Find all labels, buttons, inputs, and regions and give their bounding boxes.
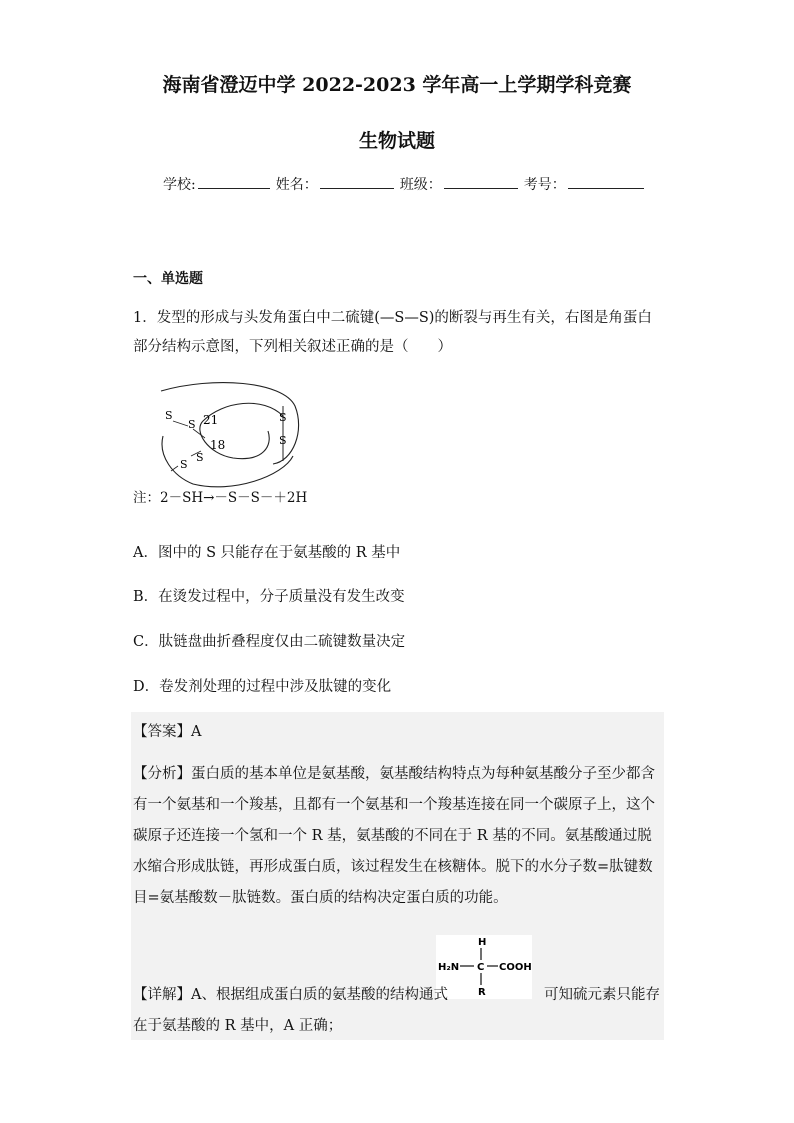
detail-text-after: 可知硫元素只能存在于氨基酸的 R 基中，A 正确； — [133, 987, 660, 1034]
school-label: 学校: — [163, 177, 196, 193]
residue-21-label: 21 — [203, 413, 219, 427]
sulfur-label-4: S — [180, 458, 188, 471]
outer-chain-path — [161, 383, 299, 487]
name-blank[interactable] — [320, 172, 394, 189]
residue-18-label: 18 — [210, 438, 226, 452]
exam-subtitle: 生物试题 — [358, 130, 435, 152]
school-blank[interactable] — [198, 172, 270, 189]
formula-top-h: H — [478, 937, 487, 948]
sulfur-label-1: S — [165, 409, 173, 422]
section-heading: 一、单选题 — [133, 271, 203, 287]
figure-note: 注：2－SH→－S－S－＋2H — [133, 490, 308, 506]
option-b[interactable]: B．在烫发过程中，分子质量没有发生改变 — [133, 589, 405, 605]
exam-title: 海南省澄迈中学 2022-2023 学年高一上学期学科竞赛 — [162, 74, 632, 96]
exam-number-label: 考号： — [523, 177, 566, 193]
option-d[interactable]: D．卷发剂处理的过程中涉及肽键的变化 — [133, 679, 392, 695]
question-number: 1． — [133, 310, 157, 326]
answer-line: 【答案】A — [133, 724, 202, 740]
sulfur-label-3: S — [196, 451, 204, 464]
detail-text-before: 【详解】A、根据组成蛋白质的氨基酸的结构通式 — [133, 987, 448, 1003]
question-stem: 发型的形成与头发角蛋白中二硫键(—S—S)的断裂与再生有关，右图是角蛋白部分结构示意图，下列相关叙述正确的是（ ） — [133, 310, 652, 355]
class-blank[interactable] — [444, 172, 518, 189]
formula-r-group: R — [478, 987, 486, 998]
sulfur-label-5: S — [279, 411, 287, 424]
sulfur-label-2: S — [188, 418, 196, 431]
student-info-row — [163, 172, 650, 194]
detail-paragraph — [133, 980, 663, 1042]
class-label: 班级： — [399, 177, 442, 193]
option-a[interactable]: A．图中的 S 只能存在于氨基酸的 R 基中 — [133, 545, 401, 561]
formula-carboxyl-group: COOH — [499, 962, 532, 973]
name-label: 姓名： — [275, 177, 318, 193]
sulfur-label-6: S — [279, 434, 287, 447]
option-c[interactable]: C．肽链盘曲折叠程度仅由二硫键数量决定 — [133, 634, 406, 650]
question-1-text — [133, 304, 663, 362]
formula-amino-group: H₂N — [438, 962, 460, 973]
analysis-paragraph: 【分析】蛋白质的基本单位是氨基酸，氨基酸结构特点为每种氨基酸分子至少都含有一个氨基和一个羧基，且都有一个氨基和一个羧基连接在同一个碳原子上，这个碳原子还连接一个氢和一个 R 基，氨基酸的不同在于 R 基的不同。氨基酸通过脱水缩合形成肽链，再形成蛋白质，该过程发生在核糖体。脱下的水分子数=肽键数目=氨基酸数－肽链数。蛋白质的结构决定蛋白质的功能。 — [133, 766, 655, 906]
exam-number-blank[interactable] — [568, 172, 644, 189]
formula-carbon: C — [477, 962, 485, 973]
